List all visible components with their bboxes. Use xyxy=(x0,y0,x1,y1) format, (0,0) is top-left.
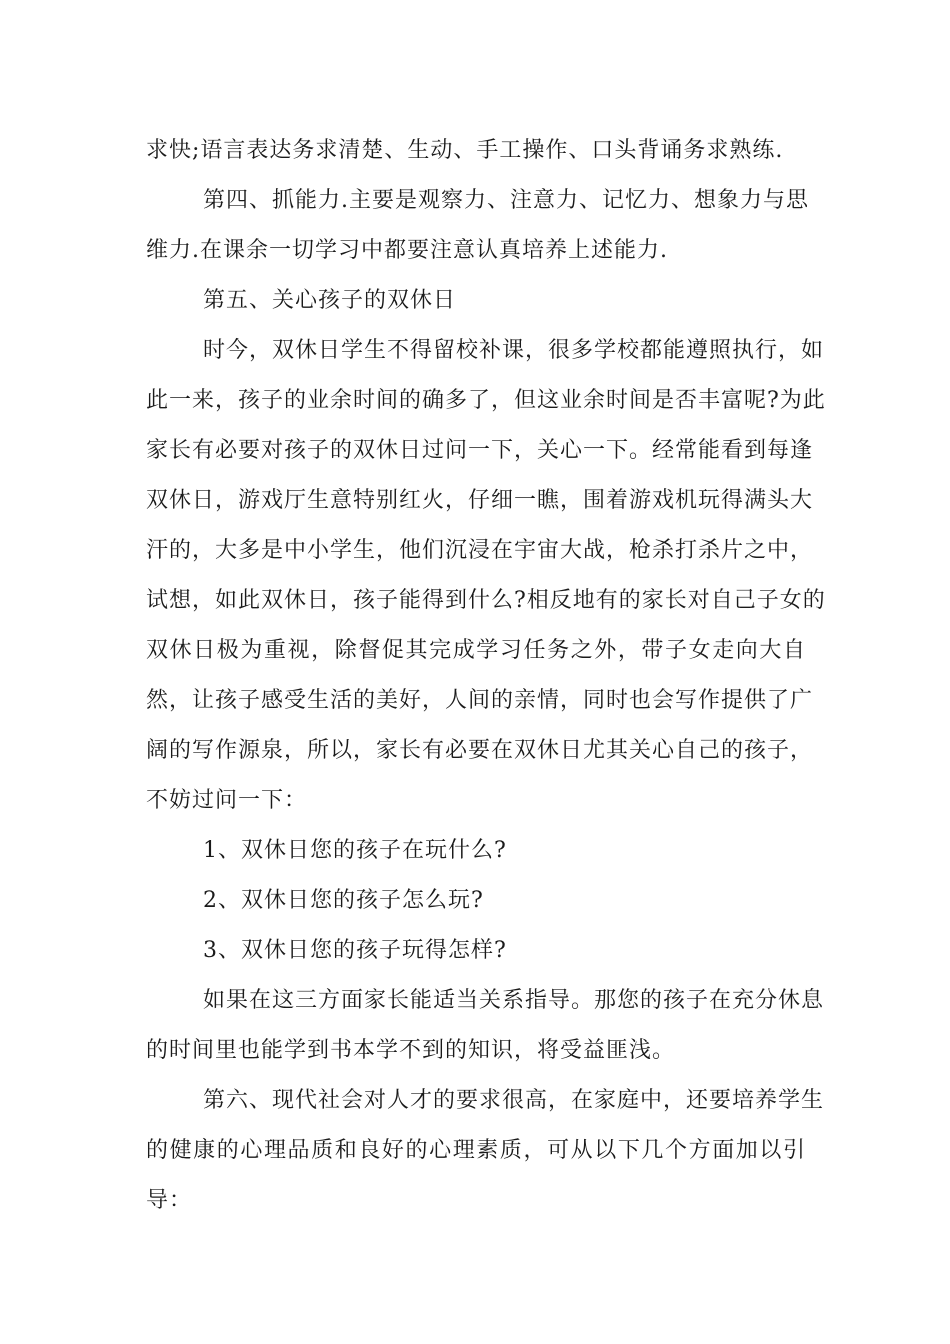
section-heading: 第五、关心孩子的双休日 xyxy=(203,288,457,313)
text-line: 阔的写作源泉，所以，家长有必要在双休日尤其关心自己的孩子， xyxy=(146,738,814,763)
text-line: 导： xyxy=(146,1188,193,1213)
text-line: 不妨过问一下： xyxy=(146,788,308,813)
text-line: 试想，如此双休日，孩子能得到什么?相反地有的家长对自己子女的 xyxy=(146,588,826,613)
text-line: 汗的，大多是中小学生，他们沉浸在宇宙大战，枪杀打杀片之中， xyxy=(146,538,814,563)
text-line: 家长有必要对孩子的双休日过问一下，关心一下。经常能看到每逢 xyxy=(146,438,814,463)
text-line: 维力.在课余一切学习中都要注意认真培养上述能力. xyxy=(146,238,668,263)
text-line: 求快;语言表达务求清楚、生动、手工操作、口头背诵务求熟练. xyxy=(146,138,784,163)
text-line: 此一来，孩子的业余时间的确多了，但这业余时间是否丰富呢?为此 xyxy=(146,388,826,413)
text-line: 双休日极为重视，除督促其完成学习任务之外，带子女走向大自 xyxy=(146,638,806,663)
paragraph-heading: 第六、现代社会对人才的要求很高，在家庭中，还要培养学生 xyxy=(203,1088,825,1113)
text-line: 然，让孩子感受生活的美好，人间的亲情，同时也会写作提供了广 xyxy=(146,688,814,713)
list-item: 3、双休日您的孩子玩得怎样? xyxy=(203,938,507,963)
text-line: 时今，双休日学生不得留校补课，很多学校都能遵照执行，如 xyxy=(203,338,825,363)
text-line: 的时间里也能学到书本学不到的知识，将受益匪浅。 xyxy=(146,1038,676,1063)
text-line: 双休日，游戏厅生意特别红火，仔细一瞧，围着游戏机玩得满头大 xyxy=(146,488,814,513)
list-item: 1、双休日您的孩子在玩什么? xyxy=(203,838,507,863)
text-line: 的健康的心理品质和良好的心理素质，可从以下几个方面加以引 xyxy=(146,1138,806,1163)
paragraph-heading: 第四、抓能力.主要是观察力、注意力、记忆力、想象力与思 xyxy=(203,188,809,213)
list-item: 2、双休日您的孩子怎么玩? xyxy=(203,888,484,913)
text-line: 如果在这三方面家长能适当关系指导。那您的孩子在充分休息 xyxy=(203,988,825,1013)
